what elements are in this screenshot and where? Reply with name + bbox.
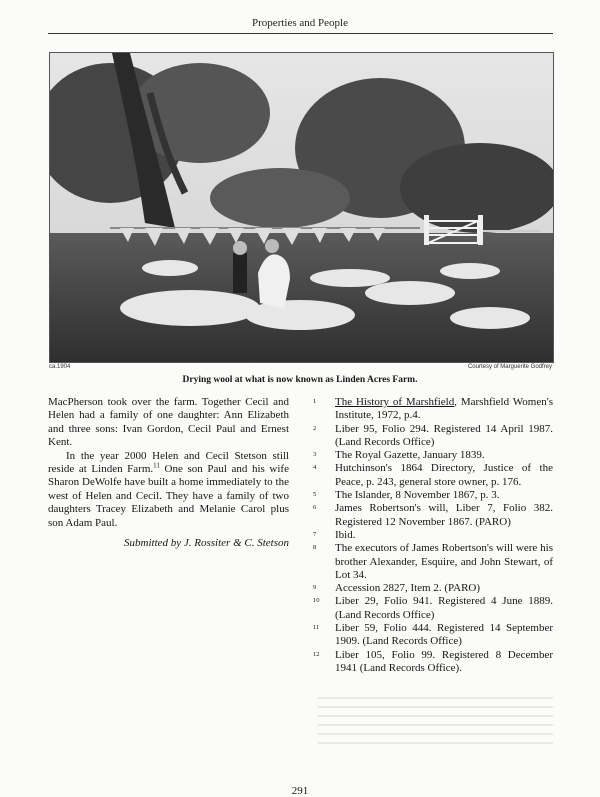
- header-rule: [48, 33, 553, 34]
- photograph: [49, 52, 554, 363]
- running-header: Properties and People: [252, 17, 348, 29]
- footnote-text: The Islander, 8 November 1867, p. 3.: [335, 489, 500, 502]
- body-paragraph-2-start: In the year 2000 Helen and Cecil Stetson still reside at Linden Farm.: [48, 449, 289, 476]
- footnote-number: 8: [313, 544, 317, 552]
- footnote-text: , Marshfield Women's Institute, 1972, p.4.: [335, 396, 553, 422]
- footnote-11: [313, 622, 553, 649]
- footnote-10: [313, 595, 553, 622]
- submitted-by: Submitted by J. Rossiter & C. Stetson: [124, 537, 289, 550]
- footnote-text: The Royal Gazette, January 1839.: [335, 449, 485, 462]
- footnote-number: 10: [313, 597, 320, 605]
- footnote-text: James Robertson's will, Liber 7, Folio 382. Registered 12 November 1867. (PARO): [335, 502, 553, 528]
- body-paragraph-2: [48, 450, 289, 530]
- body-text-column: [48, 396, 289, 550]
- footnote-8: [313, 542, 553, 582]
- footnote-text: Liber 59, Folio 444. Registered 14 September 1909. (Land Records Office): [335, 622, 553, 648]
- footnote-9: [313, 582, 553, 595]
- footnote-6: [313, 502, 553, 529]
- bleed-through-shadow: [318, 690, 553, 750]
- body-paragraph-1: MacPherson took over the farm. Together Cecil and Helen had a family of one daughter: Ann Elizabeth and three sons: Ivan Gordon, Cecil Paul and Ernest Kent.: [48, 396, 289, 449]
- body-paragraph-2-rest: One son Paul and his wife Sharon DeWolfe have built a home immediately to the west of Helen and Cecil. They have a family of two daughters Tracey Elizabeth and Melanie Carol plus son Adam Paul.: [48, 463, 289, 529]
- footnote-number: 3: [313, 451, 317, 459]
- footnote-number: 12: [313, 650, 320, 658]
- footnote-reference: 11: [153, 461, 160, 470]
- footnote-3: [313, 449, 553, 462]
- footnote-number: 6: [313, 504, 317, 512]
- footnote-number: 4: [313, 464, 317, 472]
- photo-caption: Drying wool at what is now known as Linden Acres Farm.: [182, 375, 418, 385]
- footnote-number: 7: [313, 530, 317, 538]
- footnote-text: Hutchinson's 1864 Directory, Justice of the Peace, p. 243, general store owner, p. 176.: [335, 462, 553, 488]
- footnote-number: 9: [313, 584, 317, 592]
- footnote-2: [313, 423, 553, 450]
- photo-date-note: ca.1904: [49, 364, 71, 370]
- page-number: 291: [291, 785, 309, 797]
- footnote-text: Liber 105, Folio 99. Registered 8 December 1941 (Land Records Office).: [335, 648, 553, 674]
- footnote-number: 11: [313, 624, 320, 632]
- footnote-7: [313, 529, 553, 542]
- footnote-text: Ibid.: [335, 528, 356, 541]
- photo-illustration: [50, 53, 553, 362]
- photo-credit: Courtesy of Marguerite Godfrey: [467, 364, 552, 370]
- footnote-1: [313, 396, 553, 423]
- footnote-number: 5: [313, 491, 317, 499]
- footnote-text: The executors of James Robertson's will were his brother Alexander, Esquire, and John Stewart, of Lot 34.: [335, 542, 553, 581]
- footnote-text: Accession 2827, Item 2. (PARO): [335, 582, 481, 595]
- footnote-text: Liber 95, Folio 294. Registered 14 April 1987. (Land Records Office): [335, 422, 553, 448]
- footnote-text: Liber 29, Folio 941. Registered 4 June 1889. (Land Records Office): [335, 595, 553, 621]
- footnote-number: 1: [313, 398, 317, 405]
- footnotes-column: [313, 396, 553, 675]
- footnote-4: [313, 462, 553, 489]
- footnote-5: [313, 489, 553, 502]
- footnote-12: [313, 649, 553, 676]
- footnote-number: 2: [313, 424, 317, 432]
- footnote-title: The History of Marshfield: [335, 396, 455, 408]
